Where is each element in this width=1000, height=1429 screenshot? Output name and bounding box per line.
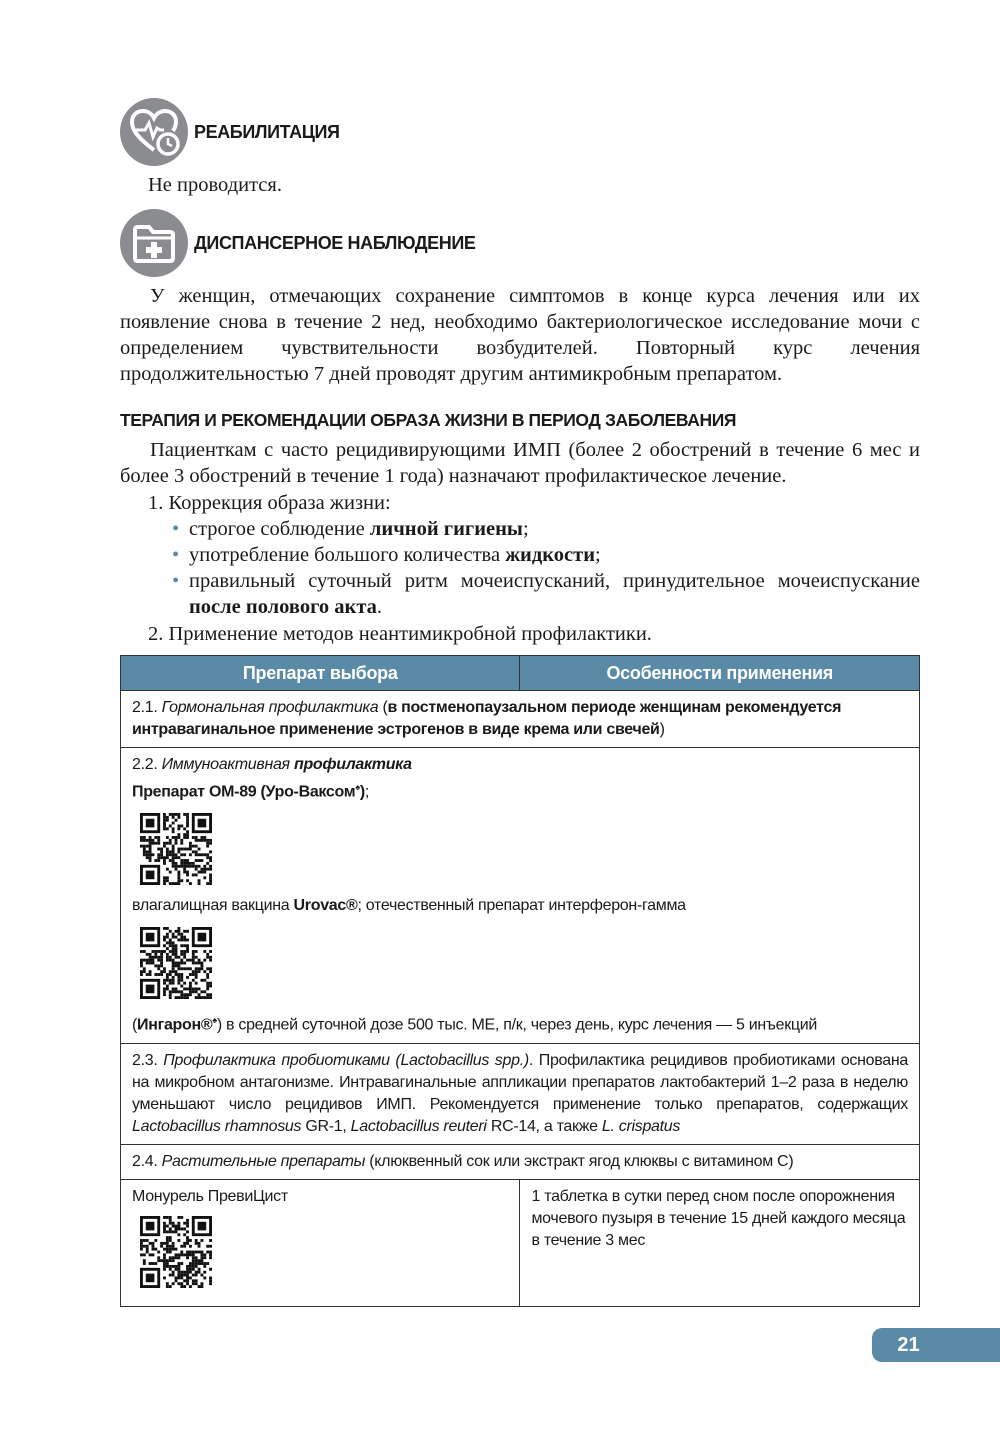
list-item-1: 1. Коррекция образа жизни: [148, 492, 391, 514]
page-number: 21 [872, 1328, 1000, 1362]
cell-monurel: Монурель ПревиЦист [121, 1179, 520, 1306]
table-row [121, 1043, 920, 1144]
table-row [121, 691, 920, 748]
qr-code[interactable] [140, 927, 212, 999]
bullet-item: • строгое соблюдение личной гигиены; [172, 516, 920, 542]
table-header-row [121, 656, 920, 691]
rehab-header [120, 98, 340, 166]
row-herbal: 2.4. Растительные препараты (клюквенный сок или экстракт ягод клюквы с витамином С) [121, 1144, 920, 1179]
table-row [121, 748, 920, 1044]
table-row [121, 1179, 920, 1306]
cell-monurel-usage: 1 таблетка в сутки перед сном после опорожнения мочевого пузыря в течение 15 дней каждого месяца в течение 3 мес [520, 1179, 920, 1306]
table-row [121, 1144, 920, 1179]
rehab-text: Не проводится. [148, 174, 282, 196]
therapy-heading: ТЕРАПИЯ И РЕКОМЕНДАЦИИ ОБРАЗА ЖИЗНИ В ПЕРИОД ЗАБОЛЕВАНИЯ [120, 410, 737, 430]
dispensary-header [120, 209, 476, 277]
medical-folder-icon [120, 209, 188, 277]
rehab-title: РЕАБИЛИТАЦИЯ [194, 121, 340, 142]
header-application-features: Особенности применения [520, 656, 920, 691]
list-item-2: 2. Применение методов неантимикробной профилактики. [148, 623, 652, 645]
prophylaxis-table [120, 655, 920, 1307]
row-probiotics: 2.3. Профилактика пробиотиками (Lactobacillus spp.). Профилактика рецидивов пробиотиками основана на микробном антагонизме. Интравагинальные аппликации препаратов лактобактерий 1–2 раза в неделю уменьшают число рецидивов ИМП. Рекомендуется применение только препаратов, содержащих Lactobacillus rhamnosus GR-1, Lactobacillus reuteri RC-14, а также L. crispatus [121, 1043, 920, 1144]
therapy-intro: Пациенткам с часто рецидивирующими ИМП (более 2 обострений в течение 6 мес и более 3 обострений в течение 1 года) назначают профилактическое лечение. [120, 439, 920, 487]
heart-pulse-clock-icon [120, 98, 188, 166]
dispensary-title: ДИСПАНСЕРНОЕ НАБЛЮДЕНИЕ [194, 232, 476, 253]
qr-code[interactable] [140, 813, 212, 885]
dispensary-text: У женщин, отмечающих сохранение симптомов в конце курса лечения или их появление снова в течение 2 нед, необходимо бактериологическое исследование мочи с определением чувствительности возбудителей. Повторный курс лечения продолжительностью 7 дней проводят другим антимикробным препаратом. [120, 285, 920, 385]
bullet-item: • употребление большого количества жидкости; [172, 542, 920, 568]
qr-code[interactable] [140, 1216, 212, 1288]
bullet-item: • правильный суточный ритм мочеиспусканий, принудительное мочеиспускание после полового акта. [172, 568, 920, 620]
row-hormonal: 2.1. Гормональная профилактика (в постменопаузальном периоде женщинам рекомендуется интравагинальное применение эстрогенов в виде крема или свечей) [121, 691, 920, 748]
header-drug-of-choice: Препарат выбора [121, 656, 520, 691]
row-immunoactive: 2.2. Иммуноактивная профилактика Препарат ОМ-89 (Уро-Ваксом♠); влагалищная вакцина Urovac®; отечественный препарат интерферон-гамма (Ингарон®♠) в средней суточной дозе 500 тыс. МЕ, п/к, через день, курс лечения — 5 инъекций [121, 748, 920, 1044]
